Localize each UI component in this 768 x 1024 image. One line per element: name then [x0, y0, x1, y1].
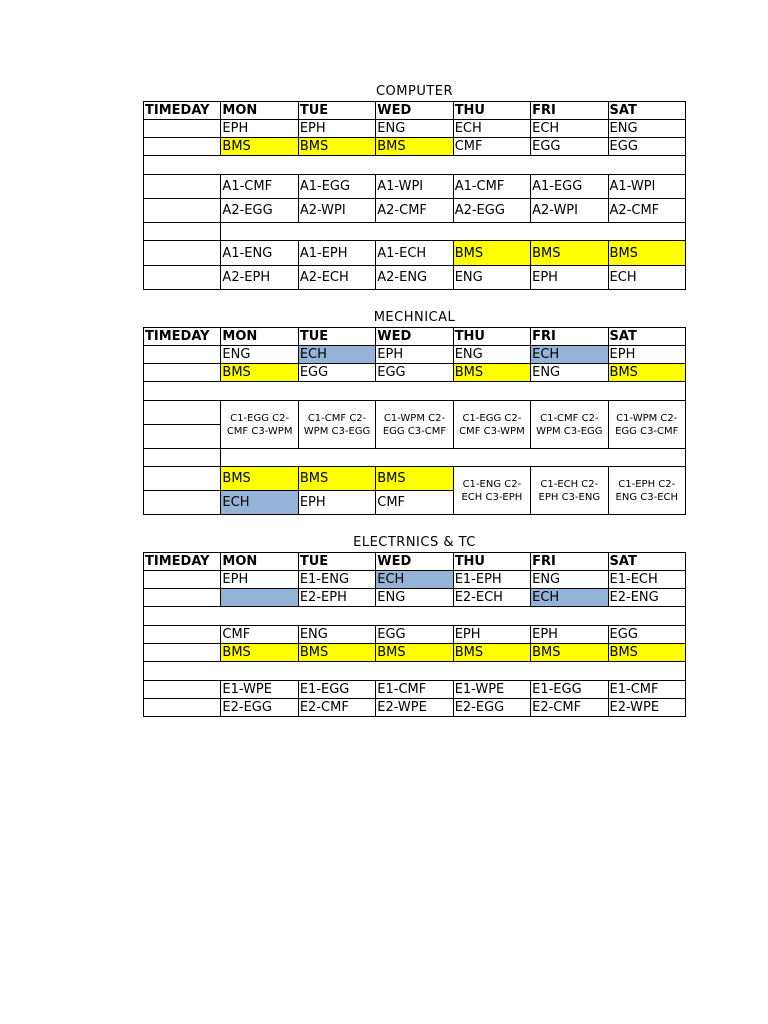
- cell: ENG: [453, 266, 530, 290]
- time-cell: [144, 626, 221, 644]
- cell: A2-ENG: [376, 266, 453, 290]
- cell: EPH: [221, 571, 298, 589]
- cell: BMS: [298, 138, 375, 156]
- electronics-title: ELECTRNICS & TC: [353, 535, 476, 550]
- batch-cell: C1-EPH C2-ENG C3-ECH: [608, 467, 685, 515]
- cell: ECH: [453, 120, 530, 138]
- cell: EPH: [221, 120, 298, 138]
- computer-title: COMPUTER: [375, 84, 454, 99]
- cell: ENG: [531, 571, 608, 589]
- cell: EPH: [531, 266, 608, 290]
- time-cell: [144, 120, 221, 138]
- cell: E2-WPE: [376, 699, 453, 717]
- cell: EGG: [608, 138, 685, 156]
- time-cell: [144, 425, 221, 449]
- cell: E1-EPH: [453, 571, 530, 589]
- cell: E1-WPE: [221, 681, 298, 699]
- header-wed: WED: [376, 553, 453, 571]
- batch-cell: C1-ECH C2-EPH C3-ENG: [531, 467, 608, 515]
- cell: EPH: [298, 120, 375, 138]
- time-cell: [144, 644, 221, 662]
- cell: E2-EPH: [298, 589, 375, 607]
- cell: A1-WPI: [608, 175, 685, 199]
- cell: ENG: [376, 120, 453, 138]
- cell: A2-CMF: [608, 199, 685, 223]
- time-cell: [144, 467, 221, 491]
- time-cell: [144, 346, 221, 364]
- batch-cell: C1-ENG C2-ECH C3-EPH: [453, 467, 530, 515]
- cell: A2-CMF: [376, 199, 453, 223]
- header-mon: MON: [221, 102, 298, 120]
- cell: BMS: [531, 241, 608, 266]
- cell: CMF: [453, 138, 530, 156]
- cell: BMS: [376, 644, 453, 662]
- cell: ECH: [531, 346, 608, 364]
- time-cell: [144, 266, 221, 290]
- time-cell: [144, 491, 221, 515]
- break-row: [144, 662, 686, 681]
- cell: E1-ENG: [298, 571, 375, 589]
- cell: ENG: [453, 346, 530, 364]
- cell: A2-WPI: [298, 199, 375, 223]
- cell: A2-EGG: [221, 199, 298, 223]
- cell: A1-EGG: [298, 175, 375, 199]
- time-cell: [144, 401, 221, 425]
- header-thu: THU: [453, 553, 530, 571]
- cell: EPH: [376, 346, 453, 364]
- cell: BMS: [221, 138, 298, 156]
- time-cell: [144, 241, 221, 266]
- cell: BMS: [376, 138, 453, 156]
- batch-cell: C1-WPM C2-EGG C3-CMF: [608, 401, 685, 449]
- cell: E1-EGG: [298, 681, 375, 699]
- cell: E1-WPE: [453, 681, 530, 699]
- cell: A2-ECH: [298, 266, 375, 290]
- header-sat: SAT: [608, 328, 685, 346]
- cell: BMS: [453, 364, 530, 382]
- header-fri: FRI: [531, 328, 608, 346]
- header-thu: THU: [453, 102, 530, 120]
- time-cell: [144, 699, 221, 717]
- batch-cell: C1-EGG C2-CMF C3-WPM: [221, 401, 298, 449]
- header-tue: TUE: [298, 102, 375, 120]
- time-cell: [144, 138, 221, 156]
- cell: EGG: [531, 138, 608, 156]
- cell: ECH: [608, 266, 685, 290]
- time-cell: [144, 449, 221, 467]
- cell: EGG: [376, 626, 453, 644]
- header-tue: TUE: [298, 553, 375, 571]
- header-wed: WED: [376, 102, 453, 120]
- cell: BMS: [608, 241, 685, 266]
- time-cell: [144, 364, 221, 382]
- time-cell: [144, 571, 221, 589]
- time-cell: [144, 175, 221, 199]
- cell: E2-WPE: [608, 699, 685, 717]
- cell: ECH: [376, 571, 453, 589]
- cell: ENG: [608, 120, 685, 138]
- cell: EPH: [531, 626, 608, 644]
- break-row: [144, 382, 686, 401]
- cell: A1-ENG: [221, 241, 298, 266]
- cell: ENG: [221, 346, 298, 364]
- cell: BMS: [221, 644, 298, 662]
- break-row: [144, 607, 686, 626]
- cell: A1-CMF: [221, 175, 298, 199]
- cell: E1-ECH: [608, 571, 685, 589]
- cell: [221, 589, 298, 607]
- cell: E2-ECH: [453, 589, 530, 607]
- cell: E2-CMF: [531, 699, 608, 717]
- cell: BMS: [298, 644, 375, 662]
- header-fri: FRI: [531, 102, 608, 120]
- time-cell: [144, 199, 221, 223]
- header-fri: FRI: [531, 553, 608, 571]
- cell: E2-EGG: [453, 699, 530, 717]
- cell: ENG: [298, 626, 375, 644]
- cell: ENG: [531, 364, 608, 382]
- break-row: [221, 449, 686, 467]
- cell: A1-EPH: [298, 241, 375, 266]
- cell: CMF: [221, 626, 298, 644]
- header-sat: SAT: [608, 553, 685, 571]
- cell: E1-EGG: [531, 681, 608, 699]
- cell: A1-WPI: [376, 175, 453, 199]
- cell: A2-EPH: [221, 266, 298, 290]
- header-sat: SAT: [608, 102, 685, 120]
- cell: EPH: [298, 491, 375, 515]
- time-cell: [144, 589, 221, 607]
- header-timeday: TIMEDAY: [144, 553, 221, 571]
- cell: E1-CMF: [608, 681, 685, 699]
- header-timeday: TIMEDAY: [144, 102, 221, 120]
- cell: BMS: [608, 644, 685, 662]
- time-cell: [144, 223, 221, 241]
- cell: EGG: [376, 364, 453, 382]
- cell: EGG: [608, 626, 685, 644]
- cell: E1-CMF: [376, 681, 453, 699]
- cell: BMS: [221, 364, 298, 382]
- cell: A2-WPI: [531, 199, 608, 223]
- cell: A1-ECH: [376, 241, 453, 266]
- header-timeday: TIMEDAY: [144, 328, 221, 346]
- cell: E2-EGG: [221, 699, 298, 717]
- header-thu: THU: [453, 328, 530, 346]
- cell: BMS: [453, 644, 530, 662]
- cell: BMS: [298, 467, 375, 491]
- batch-cell: C1-EGG C2-CMF C3-WPM: [453, 401, 530, 449]
- cell: EGG: [298, 364, 375, 382]
- cell: EPH: [453, 626, 530, 644]
- mechanical-title: MECHNICAL: [373, 310, 456, 325]
- batch-cell: C1-CMF C2-WPM C3-EGG: [531, 401, 608, 449]
- cell: BMS: [608, 364, 685, 382]
- cell: ECH: [298, 346, 375, 364]
- cell: ECH: [531, 120, 608, 138]
- cell: BMS: [376, 467, 453, 491]
- header-mon: MON: [221, 553, 298, 571]
- electronics-timetable: [143, 552, 686, 717]
- cell: ECH: [221, 491, 298, 515]
- break-row: [221, 223, 686, 241]
- batch-cell: C1-CMF C2-WPM C3-EGG: [298, 401, 375, 449]
- cell: ENG: [376, 589, 453, 607]
- cell: BMS: [453, 241, 530, 266]
- cell: E2-CMF: [298, 699, 375, 717]
- header-mon: MON: [221, 328, 298, 346]
- cell: E2-ENG: [608, 589, 685, 607]
- computer-timetable: [143, 101, 686, 290]
- cell: ECH: [531, 589, 608, 607]
- mechanical-timetable: [143, 327, 686, 515]
- header-tue: TUE: [298, 328, 375, 346]
- cell: BMS: [531, 644, 608, 662]
- cell: EPH: [608, 346, 685, 364]
- cell: A1-CMF: [453, 175, 530, 199]
- header-wed: WED: [376, 328, 453, 346]
- cell: BMS: [221, 467, 298, 491]
- time-cell: [144, 681, 221, 699]
- cell: CMF: [376, 491, 453, 515]
- batch-cell: C1-WPM C2-EGG C3-CMF: [376, 401, 453, 449]
- cell: A1-EGG: [531, 175, 608, 199]
- cell: A2-EGG: [453, 199, 530, 223]
- break-row: [144, 156, 686, 175]
